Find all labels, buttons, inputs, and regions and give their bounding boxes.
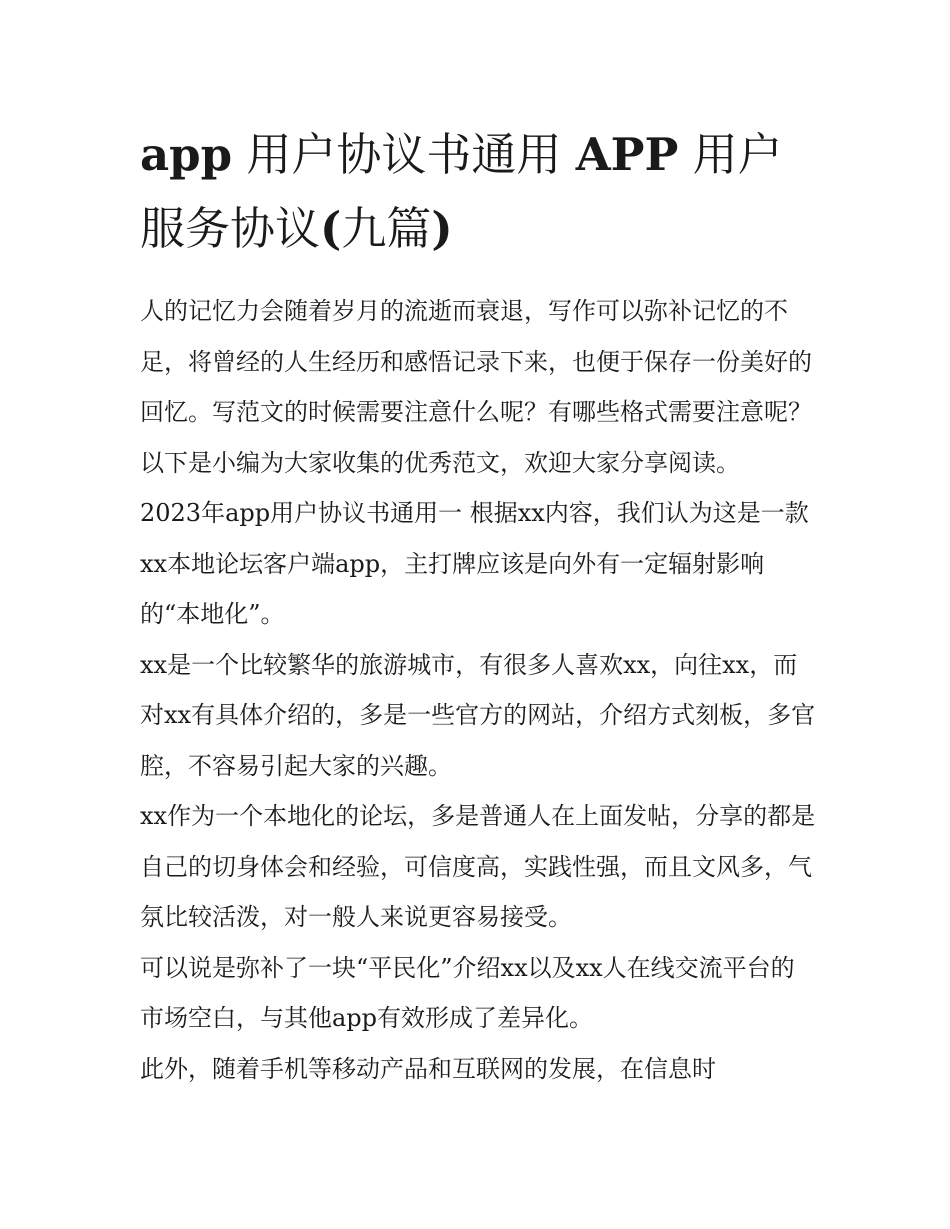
title-paren-close: ) — [431, 202, 453, 255]
title-app: app — [140, 128, 233, 181]
title-paren-open: ( — [320, 202, 342, 255]
paragraph-2: xx是一个比较繁华的旅游城市，有很多人喜欢xx，向往xx，而对xx有具体介绍的，多是一些官方的网站，介绍方式刻板，多官腔，不容易引起大家的兴趣。 — [140, 650, 816, 780]
document-title — [140, 118, 816, 266]
paragraph-5: 此外，随着手机等移动产品和互联网的发展，在信息时 — [140, 1054, 716, 1083]
paragraph-4: 可以说是弥补了一块“平民化”介绍xx以及xx人在线交流平台的市场空白，与其他app有效形成了差异化。 — [140, 953, 795, 1032]
document-page — [140, 118, 816, 1094]
title-text-3: 九篇 — [341, 202, 432, 255]
paragraph-3: xx作为一个本地化的论坛，多是普通人在上面发帖，分享的都是自己的切身体会和经验，可信度高，实践性强，而且文风多，气氛比较活泼，对一般人来说更容易接受。 — [140, 802, 816, 931]
paragraph-1: 2023年app用户协议书通用一 根据xx内容，我们认为这是一款xx本地论坛客户端app，主打牌应该是向外有一定辐射影响的“本地化”。 — [140, 499, 809, 628]
title-app-upper: APP — [575, 128, 679, 181]
title-text-2: 用户服务协议 — [140, 128, 783, 255]
paragraph-intro: 人的记忆力会随着岁月的流逝而衰退，写作可以弥补记忆的不足，将曾经的人生经历和感悟记录下来，也便于保存一份美好的回忆。写范文的时候需要注意什么呢？有哪些格式需要注意呢？以下是小编为大家收集的优秀范文，欢迎大家分享阅读。 — [140, 297, 812, 477]
title-text-1: 用户协议书通用 — [246, 128, 562, 181]
